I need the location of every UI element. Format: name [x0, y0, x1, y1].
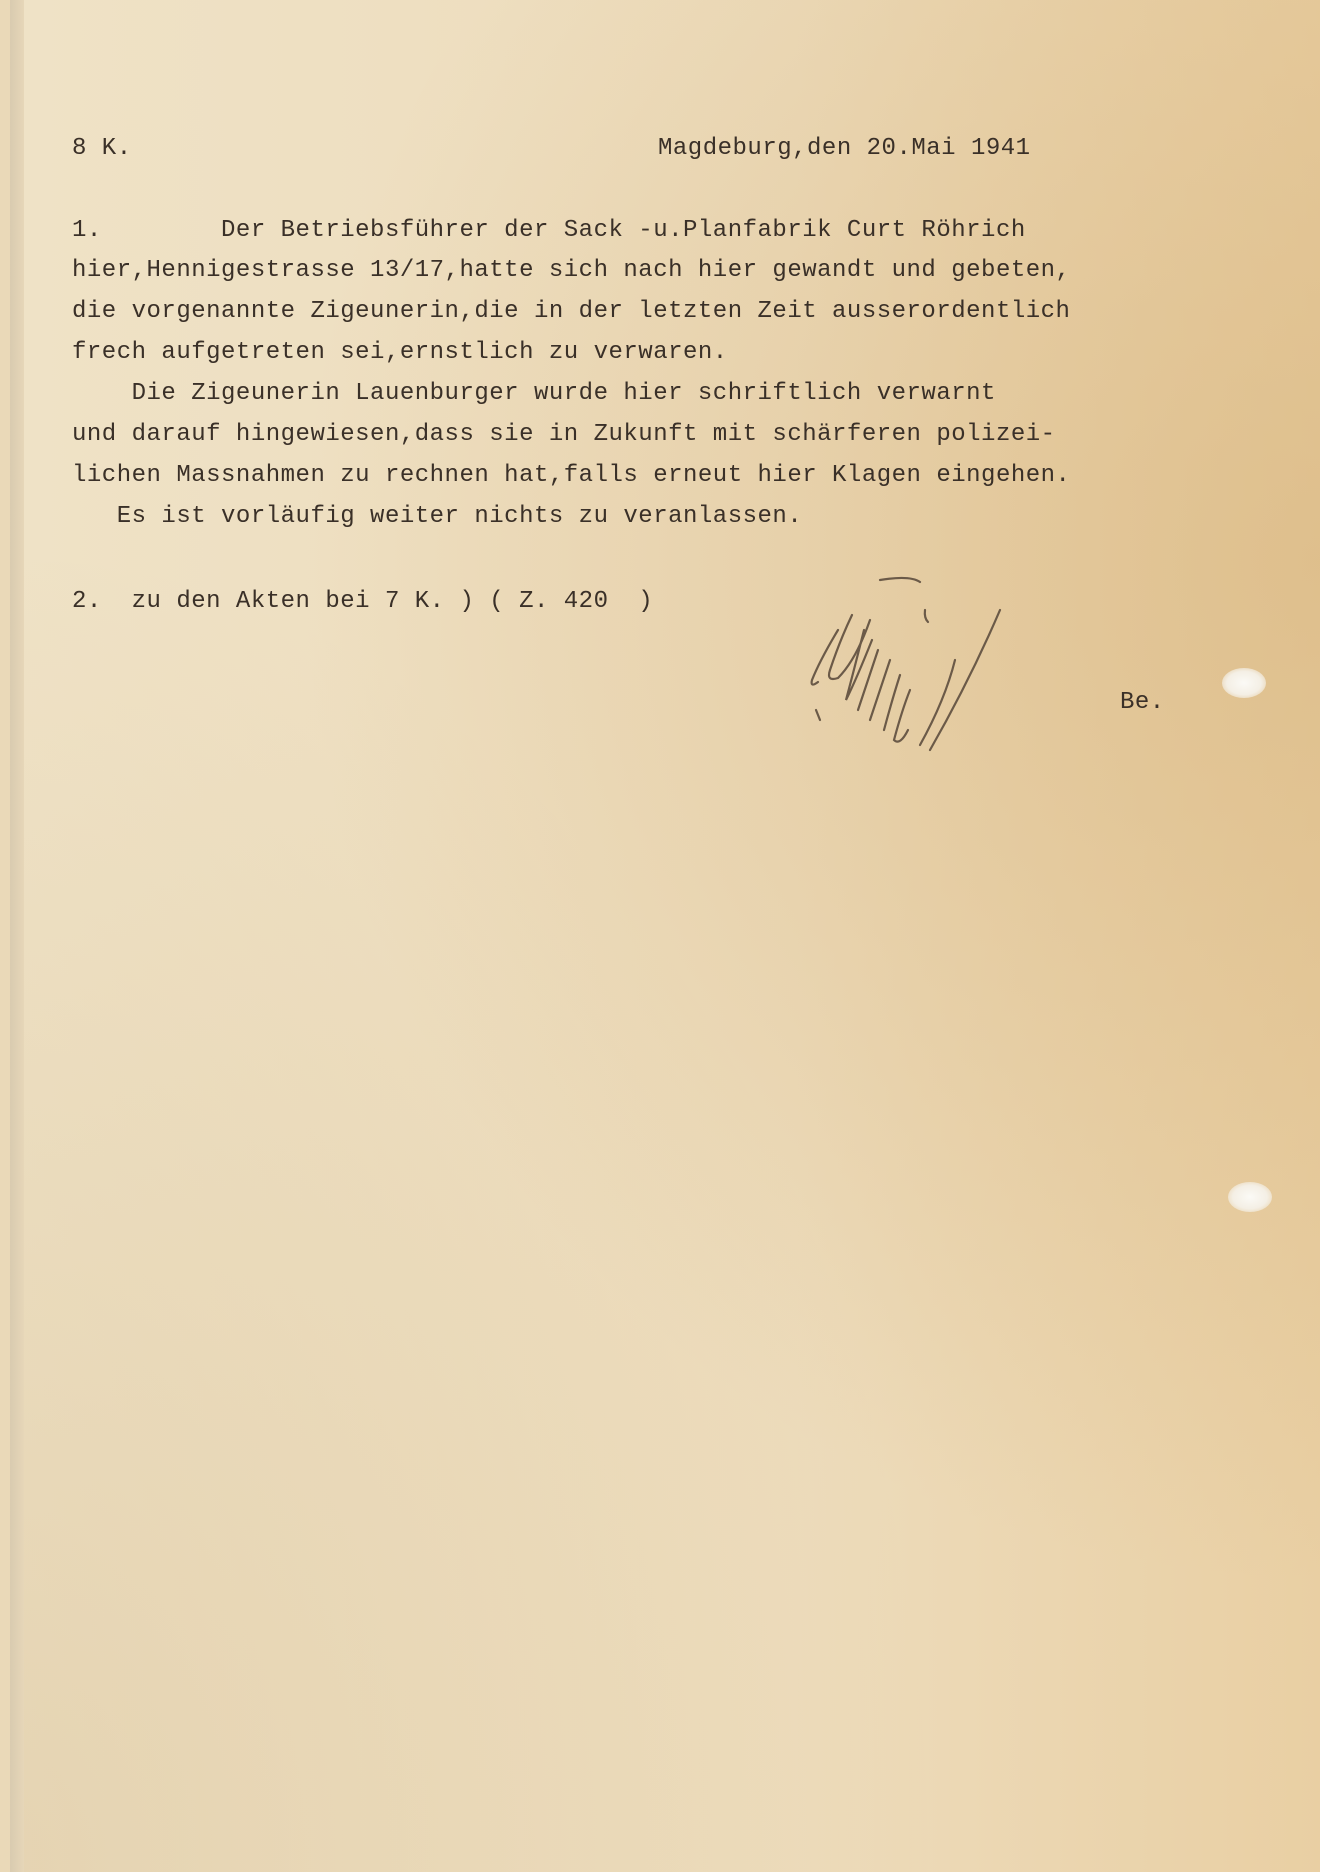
body-line-2: hier,Hennigestrasse 13/17,hatte sich nach hier gewandt und gebeten, [72, 257, 1071, 284]
office-reference: 8 K. [72, 135, 132, 162]
handwritten-signature [760, 570, 1060, 770]
paper-edge [10, 0, 24, 1872]
body-line-5: Die Zigeunerin Lauenburger wurde hier schriftlich verwarnt [72, 380, 996, 407]
body-line-8: Es ist vorläufig weiter nichts zu veranlassen. [72, 503, 803, 530]
body-line-1: 1. Der Betriebsführer der Sack -u.Planfabrik Curt Röhrich [72, 217, 1026, 244]
paper-sheet [10, 0, 1320, 1872]
body-line-3: die vorgenannte Zigeunerin,die in der letzten Zeit ausserordentlich [72, 298, 1071, 325]
body-line-7: lichen Massnahmen zu rechnen hat,falls erneut hier Klagen eingehen. [72, 462, 1071, 489]
initials: Be. [1120, 689, 1165, 716]
body-line-6: und darauf hingewiesen,dass sie in Zukunft mit schärferen polizei- [72, 421, 1056, 448]
body-line-4: frech aufgetreten sei,ernstlich zu verwaren. [72, 339, 728, 366]
filing-note: 2. zu den Akten bei 7 K. ) ( Z. 420 ) [72, 588, 654, 615]
place-date: Magdeburg,den 20.Mai 1941 [658, 135, 1031, 162]
punch-hole-top [1222, 668, 1266, 698]
punch-hole-bottom [1228, 1182, 1272, 1212]
